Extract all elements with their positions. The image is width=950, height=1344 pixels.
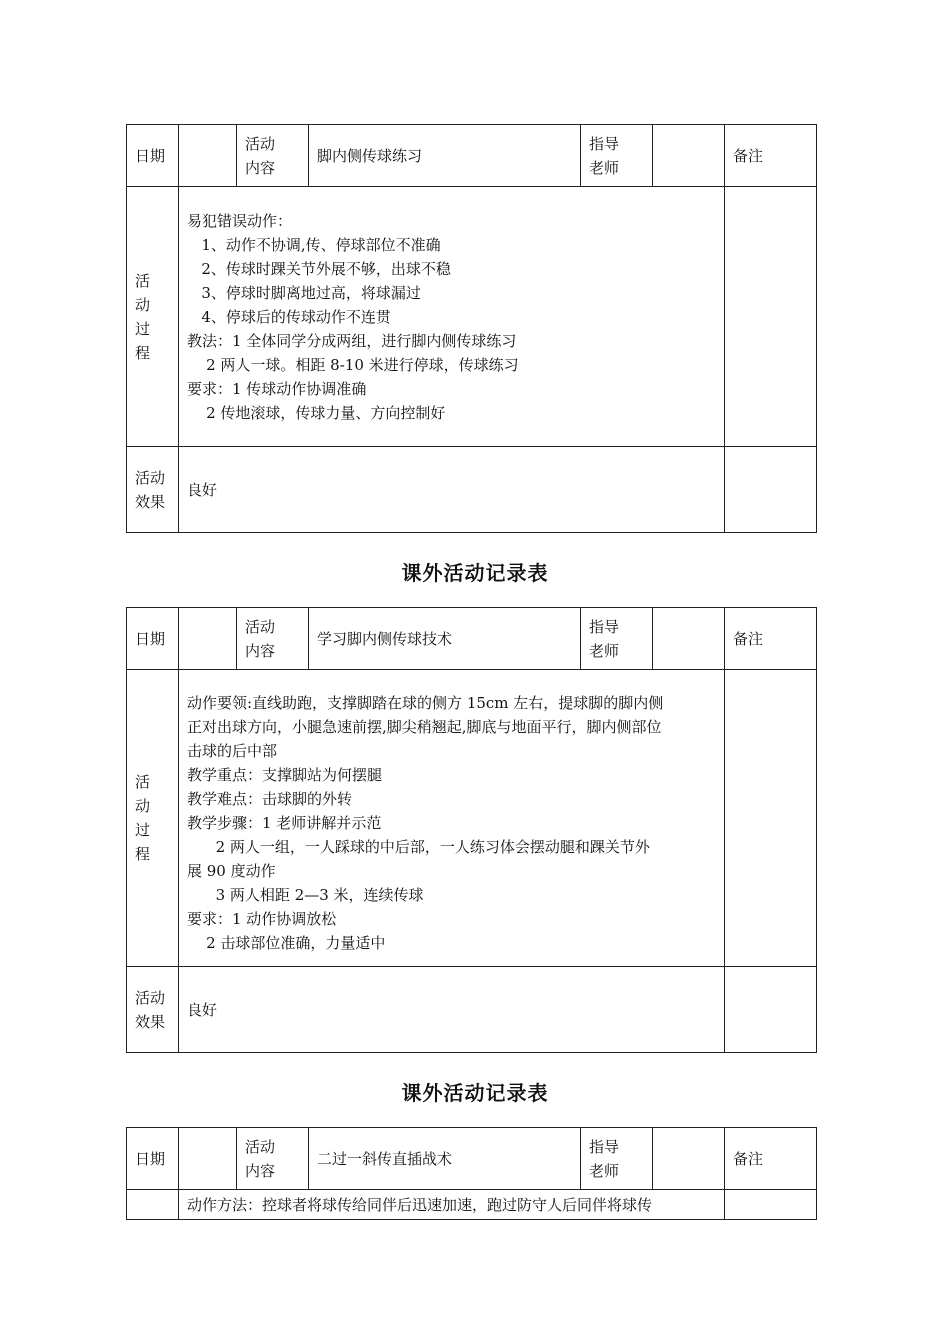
remark-label: 备注	[725, 608, 817, 670]
effect-label: 活动 效果	[127, 447, 179, 533]
teacher-value	[653, 125, 725, 187]
effect-value: 良好	[179, 447, 725, 533]
remark-label: 备注	[725, 125, 817, 187]
remark-label: 备注	[725, 1128, 817, 1190]
header-row	[127, 125, 817, 187]
content-label: 活动 内容	[237, 608, 309, 670]
header-row	[127, 1128, 817, 1190]
process-label: 活 动 过 程	[127, 187, 179, 447]
date-label: 日期	[127, 125, 179, 187]
activity-record-table-3	[126, 1127, 817, 1220]
process-row	[127, 187, 817, 447]
activity-record-table-2	[126, 607, 817, 1053]
process-label: 活 动 过 程	[127, 670, 179, 967]
content-label: 活动 内容	[237, 1128, 309, 1190]
date-value	[179, 1128, 237, 1190]
effect-row	[127, 447, 817, 533]
process-row	[127, 670, 817, 967]
remark-cell	[725, 967, 817, 1053]
teacher-value	[653, 608, 725, 670]
remark-cell	[725, 187, 817, 447]
date-label: 日期	[127, 1128, 179, 1190]
effect-value: 良好	[179, 967, 725, 1053]
effect-label: 活动 效果	[127, 967, 179, 1053]
content-value: 二过一斜传直插战术	[309, 1128, 581, 1190]
date-value	[179, 125, 237, 187]
date-value	[179, 608, 237, 670]
process-label	[127, 1190, 179, 1220]
process-content: 易犯错误动作： 1、动作不协调,传、停球部位不准确 2、传球时踝关节外展不够，出球不稳 3、停球时脚离地过高，将球漏过 4、停球后的传球动作不连贯 教法：1 全体同学分成两组，进行脚内侧传球练习 2 两人一球。相距 8-10 米进行停球，传球练习 要求：1 传球动作协调准确 2 传地滚球，传球力量、方向控制好	[179, 187, 725, 447]
remark-cell	[725, 447, 817, 533]
teacher-label: 指导 老师	[581, 125, 653, 187]
remark-cell	[725, 1190, 817, 1220]
content-label: 活动 内容	[237, 125, 309, 187]
header-row	[127, 608, 817, 670]
effect-row	[127, 967, 817, 1053]
remark-cell	[725, 670, 817, 967]
record-title-3: 课外活动记录表	[401, 1081, 549, 1105]
activity-record-table-1	[126, 124, 817, 533]
process-row	[127, 1190, 817, 1220]
teacher-value	[653, 1128, 725, 1190]
teacher-label: 指导 老师	[581, 1128, 653, 1190]
content-value: 学习脚内侧传球技术	[309, 608, 581, 670]
process-content: 动作要领:直线助跑，支撑脚踏在球的侧方 15cm 左右，提球脚的脚内侧 正对出球方向，小腿急速前摆,脚尖稍翘起,脚底与地面平行，脚内侧部位 击球的后中部 教学重点：支撑脚站为何摆腿 教学难点：击球脚的外转 教学步骤：1 老师讲解并示范 2 两人一组，一人踩球的中后部，一人练习体会摆动腿和踝关节外 展 90 度动作 3 两人相距 2—3 米，连续传球 要求：1 动作协调放松 2 击球部位准确，力量适中	[179, 670, 725, 967]
record-title-2: 课外活动记录表	[401, 561, 549, 585]
process-content: 动作方法：控球者将球传给同伴后迅速加速，跑过防守人后同伴将球传	[179, 1190, 725, 1220]
date-label: 日期	[127, 608, 179, 670]
teacher-label: 指导 老师	[581, 608, 653, 670]
content-value: 脚内侧传球练习	[309, 125, 581, 187]
